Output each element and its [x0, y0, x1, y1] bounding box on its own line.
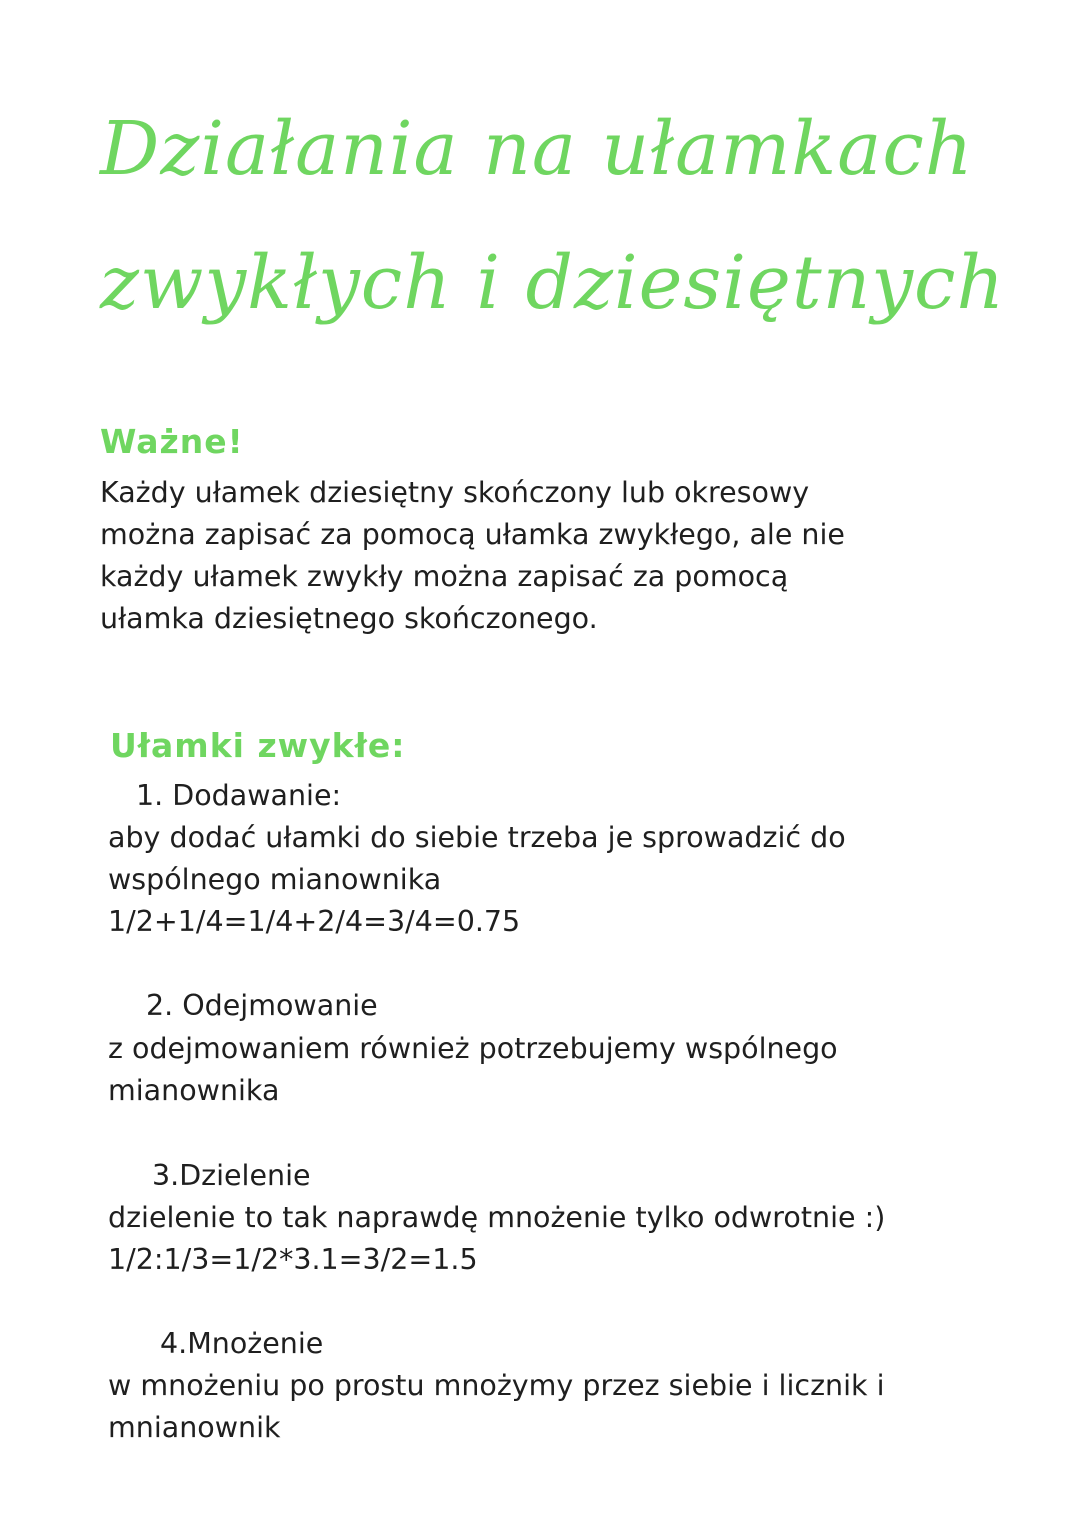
common-fractions-heading: Ułamki zwykłe: [110, 726, 406, 765]
section-label-addition: 1. Dodawanie: [136, 779, 342, 812]
section-label-subtraction: 2. Odejmowanie [146, 989, 378, 1022]
section-text: dzielenie to tak naprawdę mnożenie tylko odwrotnie :) [108, 1201, 886, 1234]
section-text: aby dodać ułamki do siebie trzeba je sprowadzić do [108, 821, 846, 854]
section-text: mnianownik [108, 1411, 281, 1444]
section-text: w mnożeniu po prostu mnożymy przez siebie i licznik i [108, 1369, 885, 1402]
section-text: mianownika [108, 1074, 280, 1107]
important-line: można zapisać za pomocą ułamka zwykłego, ale nie [100, 518, 845, 551]
page-title-line-1: Działania na ułamkach [100, 106, 974, 192]
section-formula: 1/2+1/4=1/4+2/4=3/4=0.75 [108, 905, 521, 938]
section-text: z odejmowaniem również potrzebujemy wspólnego [108, 1032, 838, 1065]
section-label-multiplication: 4.Mnożenie [160, 1327, 324, 1360]
important-line: Każdy ułamek dziesiętny skończony lub okresowy [100, 476, 810, 509]
important-line: każdy ułamek zwykły można zapisać za pomocą [100, 560, 789, 593]
section-text: wspólnego mianownika [108, 863, 442, 896]
important-line: ułamka dziesiętnego skończonego. [100, 602, 598, 635]
page-title-line-2: zwykłych i dziesiętnych [100, 240, 1006, 326]
important-heading: Ważne! [100, 422, 244, 461]
section-label-division: 3.Dzielenie [152, 1159, 311, 1192]
section-formula: 1/2:1/3=1/2*3.1=3/2=1.5 [108, 1243, 478, 1276]
